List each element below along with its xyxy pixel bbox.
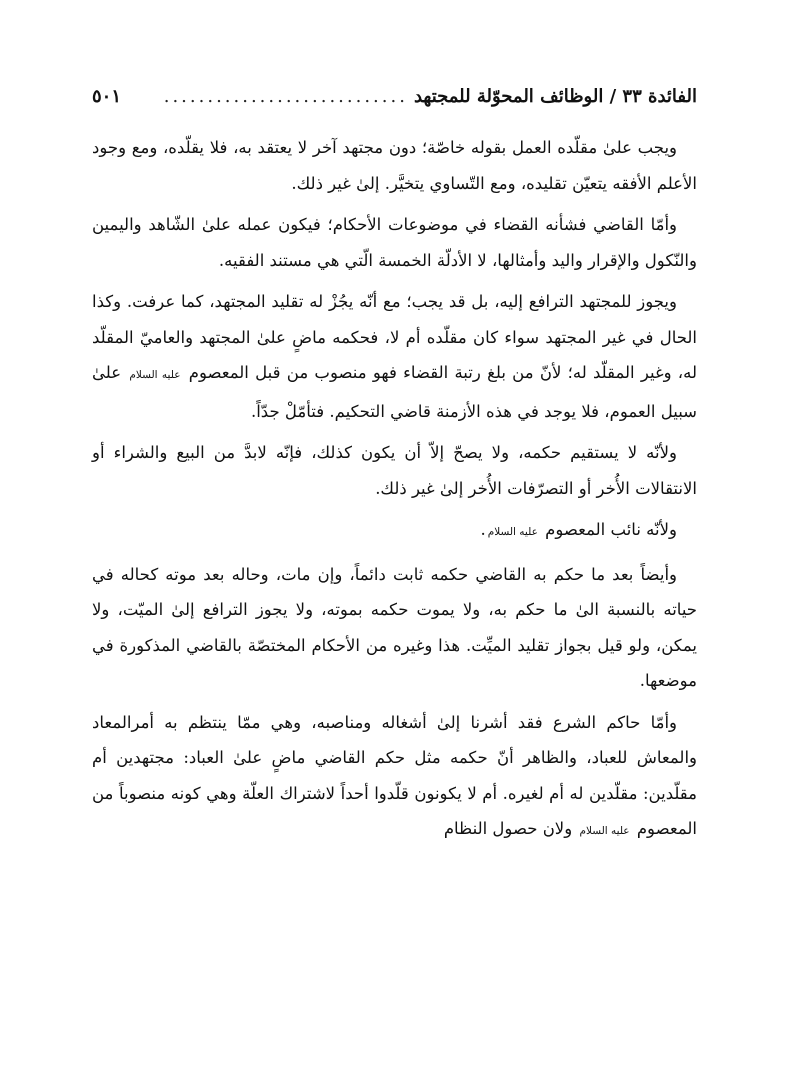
paragraph-text: وأيضاً بعد ما حكم به القاضي حكمه ثابت دائماً، وإن مات، وحاله بعد موته كحاله في حياته بالنسبة الىٰ ما حكم به، ولا يموت حكمه بموته، ولا يجوز الترافع إلىٰ الميّت، ولا يمكن، ولو قيل بجواز تقليد الميِّت. هذا وغيره من الأحكام المختصّة بالقاضي المذكورة في موضعها. — [92, 564, 697, 690]
page-number: ٥٠١ — [92, 86, 122, 107]
paragraph-text: وأمّا حاكم الشرع فقد أشرنا إلىٰ أشغاله ومناصبه، وهي ممّا ينتظم به أمرالمعاد والمعاش للعباد، والظاهر أنّ حكمه مثل حكم القاضي ماضٍ علىٰ العباد: مجتهدين أم مقلّدين: مقلّدين له أم لغيره. أم لا يكونون قلّدوا أحداً لاشتراك العلّة وهي كونه منصوباً من المعصوم — [92, 712, 697, 838]
paragraph-text: ويجوز للمجتهد الترافع إليه، بل قد يجب؛ مع أنّه يجُزْ له تقليد المجتهد، كما عرفت. وكذا الحال في غير المجتهد سواء كان مقلّده أم لا، فحكمه ماضٍ علىٰ المجتهد والعاميّ المقلّد له، وغير المقلّد له؛ لأنّ من بلغ رتبة القضاء فهو منصوب من قبل المعصوم — [92, 292, 697, 382]
paragraph — [92, 557, 697, 699]
paragraph-text: ولأنّه نائب المعصوم — [545, 520, 677, 539]
honorific-phrase: عليه السلام — [579, 825, 630, 837]
chapter-title: الفائدة ٣٣ / الوظائف المحوّلة للمجتهد — [413, 86, 697, 107]
honorific-phrase: عليه السلام — [129, 369, 181, 381]
paragraph — [92, 435, 697, 506]
paragraph — [92, 705, 697, 850]
paragraph-text: علىٰ سبيل العموم، فلا يوجد في هذه الأزمنة قاضي التحكيم. فتأمّلْ جدّاً. — [92, 363, 697, 421]
honorific-phrase: عليه السلام — [487, 526, 538, 538]
body-text — [92, 130, 697, 850]
paragraph — [92, 512, 697, 551]
paragraph-text: وأمّا القاضي فشأنه القضاء في موضوعات الأحكام؛ فيكون عمله علىٰ الشّاهد واليمين والنّكول والإقرار واليد وأمثالها، لا الأدلّة الخمسة الّتي هي مستند الفقيه. — [92, 215, 697, 270]
running-header — [92, 86, 697, 116]
paragraph — [92, 130, 697, 201]
paragraph-text: ولأنّه لا يستقيم حكمه، ولا يصحّ إلاّ أن يكون كذلك، فإنّه لابدَّ من البيع والشراء أو الانتقالات الأُخر أو التصرّفات الأُخر إلىٰ غير ذلك. — [92, 443, 697, 498]
paragraph — [92, 207, 697, 278]
paragraph-text: ويجب علىٰ مقلّده العمل بقوله خاصّة؛ دون مجتهد آخر لا يعتقد به، فلا يقلّده، ومع وجود الأعلم الأفقه يتعيّن تقليده، ومع التّساوي يتخيَّر. إلىٰ غير ذلك. — [92, 138, 697, 193]
paragraph-text: ولان حصول النظام — [443, 819, 573, 838]
paragraph — [92, 284, 697, 429]
paragraph-text: . — [480, 520, 486, 539]
leader-dots: ............................ — [163, 86, 408, 107]
